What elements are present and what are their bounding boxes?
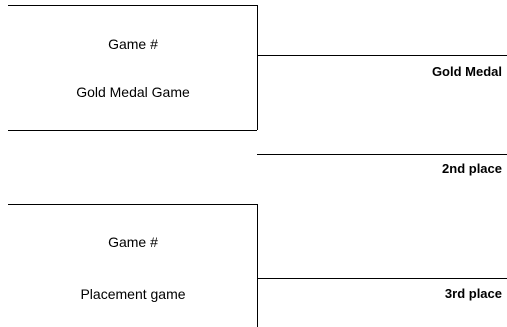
second-place-result-line	[257, 154, 507, 155]
game-title: Gold Medal Game	[76, 84, 190, 100]
box-right-border	[257, 5, 258, 130]
box-right-border	[257, 204, 258, 327]
box-top-border	[8, 5, 257, 6]
game-number-label: Game #	[108, 234, 158, 250]
gold-medal-result-label: Gold Medal	[431, 64, 502, 79]
second-place-result-label: 2nd place	[442, 161, 502, 176]
box-bottom-border	[8, 130, 257, 131]
third-place-result-label: 3rd place	[444, 286, 502, 301]
box-top-border	[8, 204, 257, 205]
third-place-result-line	[257, 278, 507, 279]
game-title: Placement game	[80, 286, 186, 302]
gold-medal-result-line	[257, 55, 507, 56]
game-number-label: Game #	[108, 36, 158, 52]
